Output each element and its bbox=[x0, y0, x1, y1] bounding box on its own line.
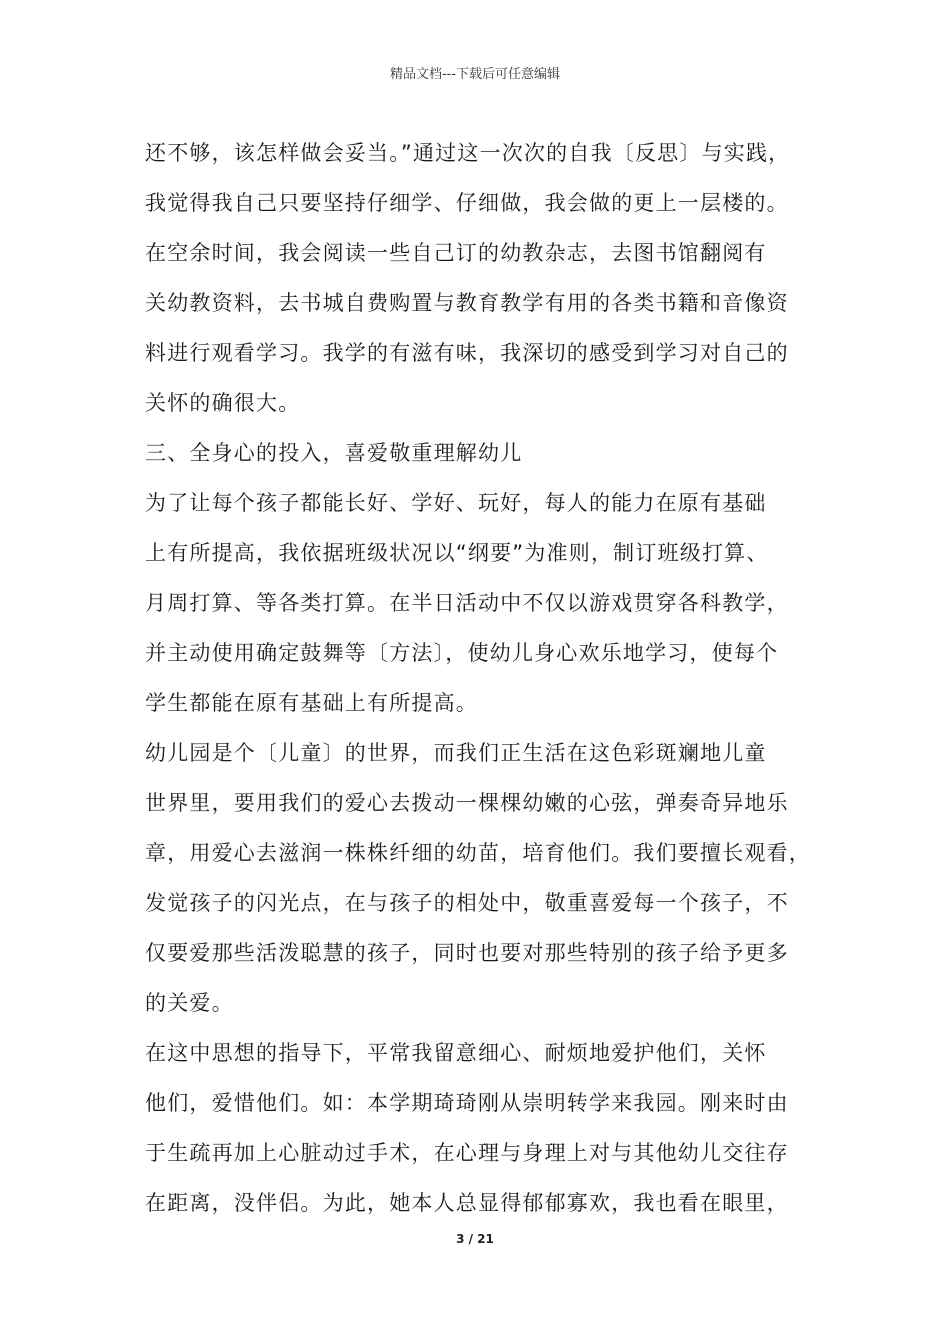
text-line: 他们，爱惜他们。如：本学期琦琦刚从崇明转学来我园。刚来时由 bbox=[145, 1091, 789, 1115]
text-line: 在空余时间，我会阅读一些自己订的幼教杂志，去图书馆翻阅有 bbox=[145, 241, 767, 265]
text-line: 上有所提高，我依据班级状况以“纲要”为准则，制订班级打算、 bbox=[145, 541, 769, 565]
text-line: 还不够，该怎样做会妥当。”通过这一次次的自我〔反思〕与实践， bbox=[145, 141, 791, 165]
text-line: 仅要爱那些活泼聪慧的孩子，同时也要对那些特别的孩子给予更多 bbox=[145, 941, 789, 965]
text-line: 学生都能在原有基础上有所提高。 bbox=[145, 691, 478, 715]
page-header: 精品文档---下载后可任意编辑 bbox=[389, 67, 561, 82]
text-line: 我觉得我自己只要坚持仔细学、仔细做，我会做的更上一层楼的。 bbox=[145, 191, 789, 215]
text-line: 关幼教资料，去书城自费购置与教育教学有用的各类书籍和音像资 bbox=[145, 291, 789, 315]
text-line: 关怀的确很大。 bbox=[145, 391, 301, 415]
text-line: 月周打算、等各类打算。在半日活动中不仅以游戏贯穿各科教学， bbox=[145, 591, 789, 615]
text-line: 在这中思想的指导下，平常我留意细心、耐烦地爱护他们，关怀 bbox=[145, 1041, 767, 1065]
text-line: 在距离，没伴侣。为此，她本人总显得郁郁寡欢，我也看在眼里， bbox=[145, 1191, 789, 1215]
text-line: 为了让每个孩子都能长好、学好、玩好，每人的能力在原有基础 bbox=[145, 491, 767, 515]
text-line: 料进行观看学习。我学的有滋有味，我深切的感受到学习对自己的 bbox=[145, 341, 789, 365]
text-line: 发觉孩子的闪光点，在与孩子的相处中，敬重喜爱每一个孩子，不 bbox=[145, 891, 789, 915]
text-line: 的关爱。 bbox=[145, 991, 234, 1015]
text-line: 世界里，要用我们的爱心去拨动一棵棵幼嫩的心弦，弹奏奇异地乐 bbox=[145, 791, 789, 815]
text-line: 幼儿园是个〔儿童〕的世界，而我们正生活在这色彩斑斓地儿童 bbox=[145, 741, 767, 765]
text-line: 并主动使用确定鼓舞等〔方法〕，使幼儿身心欢乐地学习，使每个 bbox=[145, 641, 779, 665]
text-line: 于生疏再加上心脏动过手术，在心理与身理上对与其他幼儿交往存 bbox=[145, 1141, 789, 1165]
section-heading: 三、全身心的投入，喜爱敬重理解幼儿 bbox=[145, 441, 523, 465]
document-body bbox=[145, 128, 825, 1228]
text-line: 章，用爱心去滋润一株株纤细的幼苗，培育他们。我们要擅长观看， bbox=[145, 841, 811, 865]
page-number: 3 / 21 bbox=[456, 1232, 494, 1246]
